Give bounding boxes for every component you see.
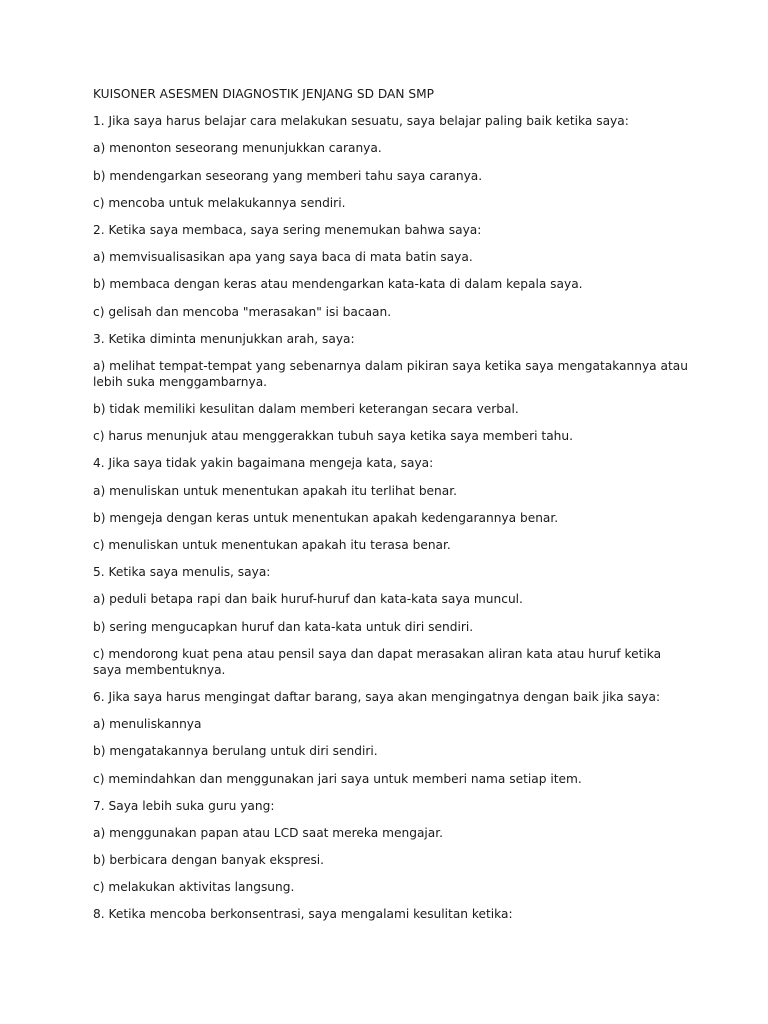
- answer-4a: a) menuliskan untuk menentukan apakah itu terlihat benar.: [93, 483, 458, 498]
- answer-1b: b) mendengarkan seseorang yang memberi tahu saya caranya.: [93, 168, 483, 183]
- answer-4c: c) menuliskan untuk menentukan apakah itu terasa benar.: [93, 538, 451, 552]
- answer-5a: a) peduli betapa rapi dan baik huruf-huruf dan kata-kata saya muncul.: [93, 592, 523, 607]
- answer-5c: c) mendorong kuat pena atau pensil saya dan dapat merasakan aliran kata atau huruf ketika saya membentuknya.: [93, 646, 662, 677]
- answer-7c: c) melakukan aktivitas langsung.: [93, 880, 295, 895]
- answer-7a: a) menggunakan papan atau LCD saat mereka mengajar.: [93, 825, 444, 840]
- question-1: 1. Jika saya harus belajar cara melakukan sesuatu, saya belajar paling baik ketika saya:: [93, 114, 629, 129]
- answer-3a: a) melihat tempat-tempat yang sebenarnya dalam pikiran saya ketika saya mengatakannya atau lebih suka menggambarnya.: [93, 358, 688, 389]
- answer-7b: b) berbicara dengan banyak ekspresi.: [93, 853, 325, 868]
- answer-3c: c) harus menunjuk atau menggerakkan tubuh saya ketika saya memberi tahu.: [93, 429, 573, 444]
- question-6: 6. Jika saya harus mengingat daftar barang, saya akan mengingatnya dengan baik jika saya:: [93, 689, 661, 704]
- answer-6b: b) mengatakannya berulang untuk diri sendiri.: [93, 744, 378, 759]
- answer-6c: c) memindahkan dan menggunakan jari saya untuk memberi nama setiap item.: [93, 771, 582, 786]
- answer-4b: b) mengeja dengan keras untuk menentukan apakah kedengarannya benar.: [93, 510, 559, 525]
- question-8: 8. Ketika mencoba berkonsentrasi, saya mengalami kesulitan ketika:: [93, 907, 513, 922]
- question-2: 2. Ketika saya membaca, saya sering menemukan bahwa saya:: [93, 222, 482, 237]
- answer-1a: a) menonton seseorang menunjukkan caranya.: [93, 141, 382, 156]
- question-4: 4. Jika saya tidak yakin bagaimana mengeja kata, saya:: [93, 456, 434, 471]
- question-7: 7. Saya lebih suka guru yang:: [93, 798, 275, 813]
- question-5: 5. Ketika saya menulis, saya:: [93, 565, 271, 580]
- question-3: 3. Ketika diminta menunjukkan arah, saya:: [93, 331, 355, 346]
- answer-1c: c) mencoba untuk melakukannya sendiri.: [93, 195, 346, 210]
- document-page: [93, 86, 693, 934]
- answer-6a: a) menuliskannya: [93, 717, 202, 732]
- answer-3b: b) tidak memiliki kesulitan dalam memberi keterangan secara verbal.: [93, 402, 519, 417]
- answer-2a: a) memvisualisasikan apa yang saya baca di mata batin saya.: [93, 250, 473, 265]
- answer-2c: c) gelisah dan mencoba "merasakan" isi bacaan.: [93, 304, 392, 319]
- answer-2b: b) membaca dengan keras atau mendengarkan kata-kata di dalam kepala saya.: [93, 277, 583, 292]
- answer-5b: b) sering mengucapkan huruf dan kata-kata untuk diri sendiri.: [93, 619, 474, 634]
- document-title: KUISONER ASESMEN DIAGNOSTIK JENJANG SD DAN SMP: [93, 87, 434, 101]
